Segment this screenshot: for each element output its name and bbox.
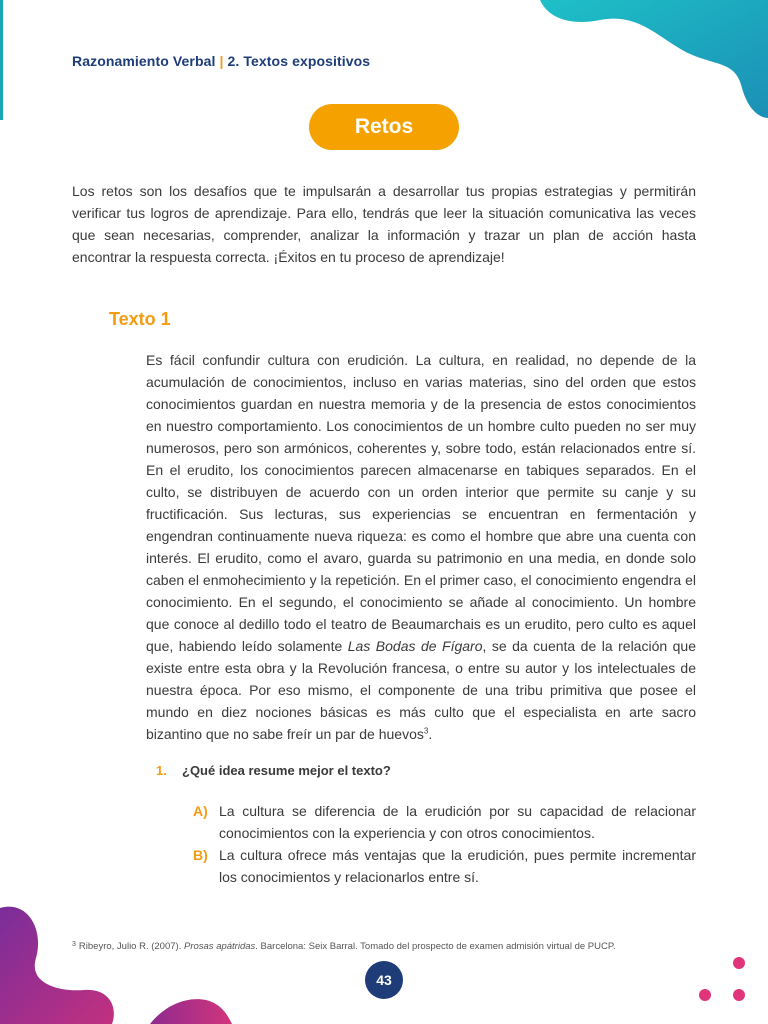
- text-heading: Texto 1: [109, 309, 171, 329]
- option-b: [193, 844, 696, 888]
- page-header: [72, 53, 370, 69]
- passage-book-title: Las Bodas de Fígaro: [347, 638, 483, 654]
- dot-shape: [733, 957, 745, 969]
- question-number: 1.: [156, 763, 167, 778]
- footnote: [72, 941, 712, 952]
- reading-passage: [146, 349, 696, 745]
- footnote-reference: 3: [423, 726, 429, 736]
- retos-badge: Retos: [309, 104, 459, 150]
- bottom-left-blob-shape: [0, 907, 114, 1024]
- footnote-title: Prosas apátridas: [183, 941, 256, 952]
- left-edge-line: [0, 0, 3, 120]
- footnote-author: Ribeyro, Julio R. (2007).: [78, 941, 184, 952]
- header-separator: |: [219, 53, 224, 69]
- bottom-curve-shape: [150, 999, 232, 1024]
- dot-shape: [699, 989, 711, 1001]
- passage-text-part2: , se da cuenta de la relación que existe entre esta obra y la Revolución francesa, o entre su autor y los intelectuales de nuestra época. Por eso mismo, el componente de una tribu primitiva que posee el mundo en diez nociones básicas es más culto que el especialista en arte sacro bizantino que no sabe freír un par de huevos: [146, 638, 696, 742]
- answer-options: [193, 800, 696, 888]
- question-1: [156, 763, 391, 778]
- option-letter: B): [193, 847, 208, 863]
- passage-text-end: .: [428, 726, 433, 742]
- footnote-rest: . Barcelona: Seix Barral. Tomado del prospecto de examen admisión virtual de PUCP.: [255, 941, 616, 952]
- question-text: ¿Qué idea resume mejor el texto?: [182, 763, 391, 778]
- intro-paragraph: Los retos son los desafíos que te impulsarán a desarrollar tus propias estrategias y permitirán verificar tus logros de aprendizaje. Para ello, tendrás que leer la situación comunicativa las veces que sean necesarias, comprender, analizar la información y trazar un plan de acción hasta encontrar la respuesta correcta. ¡Éxitos en tu proceso de aprendizaje!: [72, 183, 696, 265]
- section-title: Razonamiento Verbal: [72, 53, 216, 69]
- dot-shape: [733, 989, 745, 1001]
- top-right-blob-shape: [540, 0, 768, 118]
- option-text: La cultura se diferencia de la erudición por su capacidad de relacionar conocimientos con la experiencia y con otros conocimientos.: [219, 803, 696, 841]
- footnote-number: 3: [72, 941, 76, 948]
- passage-text-part1: Es fácil confundir cultura con erudición. La cultura, en realidad, no depende de la acumulación de conocimientos, incluso en varias materias, sino del orden que estos conocimientos guardan en nuestra memoria y de la presencia de estos conocimientos en nuestro comportamiento. Los conocimientos de un hombre culto pueden no ser muy numerosos, pero son armónicos, coherentes y, sobre todo, están relacionados entre sí. En el erudito, los conocimientos parecen almacenarse en tabiques separados. En el culto, se distribuyen de acuerdo con un orden interior que permite su canje y su fructificación. Sus lecturas, sus experiencias se encuentran en fermentación y engendran continuamente nueva riqueza: es como el hombre que abre una cuenta con interés. El erudito, como el avaro, guarda su patrimonio en una media, en donde solo caben el enmohecimiento y la repetición. En el primer caso, el conocimiento engendra el conocimiento. En el segundo, el conocimiento se añade al conocimiento. Un hombre que conoce al dedillo todo el teatro de Beaumarchais es un erudito, pero culto es aquel que, habiendo leído solamente: [146, 352, 696, 654]
- option-a: [193, 800, 696, 844]
- option-letter: A): [193, 803, 208, 819]
- chapter-title: 2. Textos expositivos: [227, 53, 371, 69]
- option-text: La cultura ofrece más ventajas que la erudición, pues permite incrementar los conocimientos y relacionarlos entre sí.: [219, 847, 696, 885]
- page-number: 43: [365, 961, 403, 999]
